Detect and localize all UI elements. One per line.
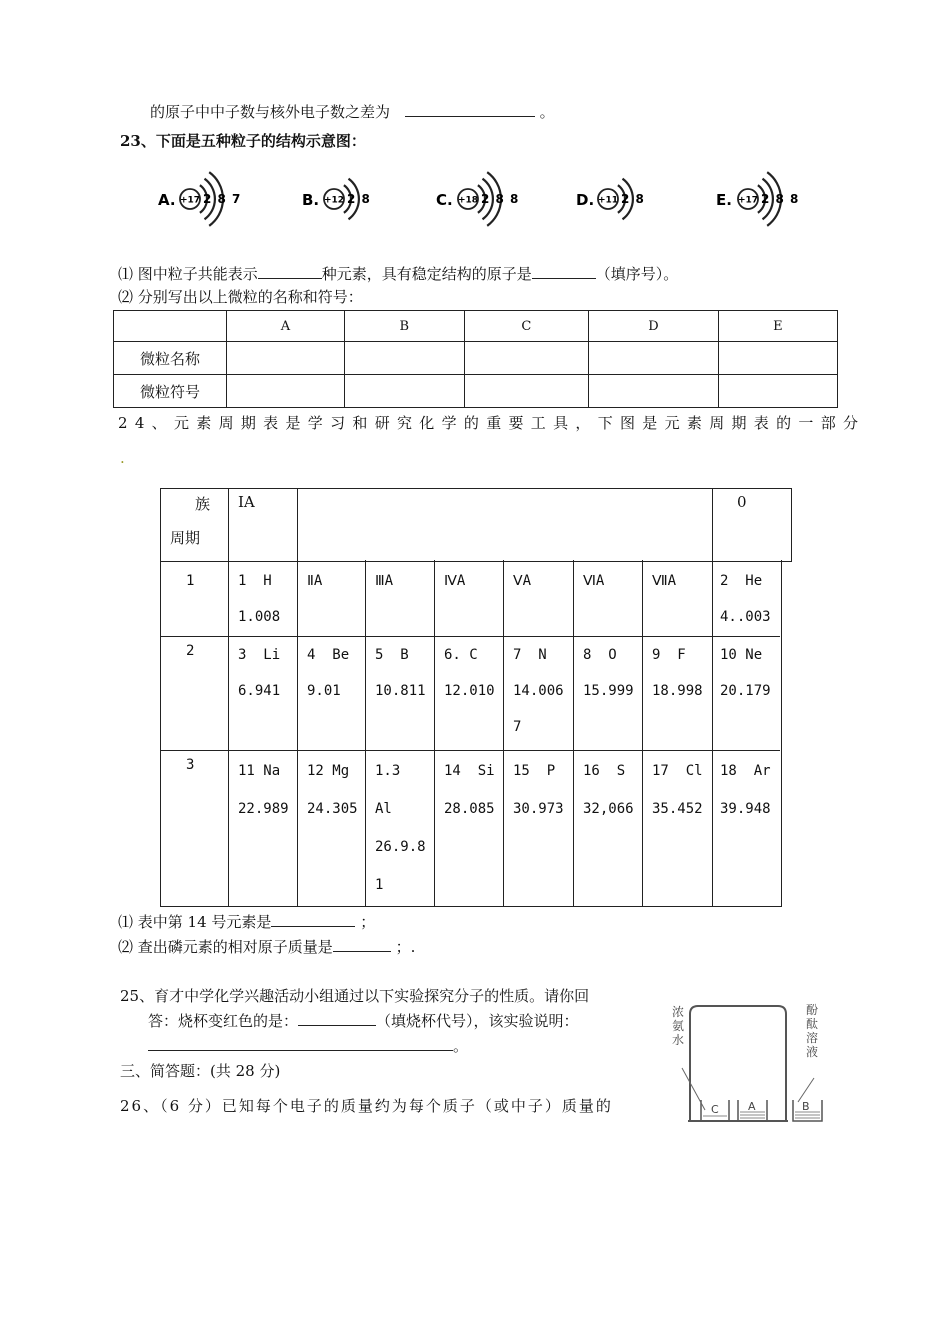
pt-element-symbol: 4 Be	[307, 647, 350, 663]
atom-label: B.	[302, 191, 320, 209]
pt-element-symbol: 18 Ar	[720, 763, 771, 779]
q23-sub1-c: （填序号）。	[595, 265, 679, 283]
shell-electron-counts: 2 8 8	[761, 192, 800, 206]
answer-cell[interactable]	[589, 342, 719, 375]
pt-element-mass: 6.941	[238, 683, 281, 699]
beaker-experiment-figure	[660, 1000, 840, 1125]
nucleus-charge: +17	[179, 195, 201, 206]
particle-table	[113, 310, 838, 408]
beaker-label-b: B	[802, 1100, 810, 1113]
pt-vline	[712, 488, 713, 560]
pt-element-symbol: 5 B	[375, 647, 409, 663]
pt-vline	[365, 560, 366, 906]
table-header-a: A	[227, 311, 345, 342]
q24-phosphorus-mass-blank[interactable]	[333, 937, 391, 952]
pt-element-mass: Al	[375, 801, 392, 817]
pt-element-mass: 30.973	[513, 801, 564, 817]
table-header-c: C	[464, 311, 588, 342]
pt-element-symbol: 2 He	[720, 573, 763, 589]
pt-vline	[642, 560, 643, 906]
label-ammonia-3: 水	[672, 1033, 685, 1047]
row-label-symbol: 微粒符号	[114, 375, 227, 408]
stray-dot: .	[120, 449, 125, 467]
pt-element-symbol: 16 S	[583, 763, 626, 779]
pt-header-ia: ⅠA	[238, 493, 255, 511]
atom-diagrams-svg	[150, 160, 810, 240]
atom-diagram	[576, 179, 645, 220]
pt-group-label: ⅥA	[583, 573, 605, 589]
pt-group-label: ⅢA	[375, 573, 394, 589]
q23-sub1	[118, 264, 678, 284]
q25-line1: 25、育才中学化学兴趣活动小组通过以下实验探究分子的性质。请你回	[120, 987, 590, 1005]
q24-sub1-text: ⑴ 表中第 14 号元素是	[118, 913, 272, 931]
answer-cell[interactable]	[718, 375, 837, 408]
answer-cell[interactable]	[227, 375, 345, 408]
q23-element-count-blank[interactable]	[258, 264, 322, 279]
nucleus-charge: +18	[457, 195, 479, 206]
label-ammonia-1: 浓	[672, 1005, 685, 1019]
pt-element-mass: 35.452	[652, 801, 703, 817]
pt-element-symbol: 11 Na	[238, 763, 281, 779]
pt-period-number: 1	[186, 573, 195, 589]
q25-line2-b: （填烧杯代号），该实验说明：	[376, 1012, 579, 1030]
pt-element-mass: 28.085	[444, 801, 495, 817]
pt-group-label: ⅡA	[307, 573, 323, 589]
q23-sub1-a: ⑴ 图中粒子共能表示	[118, 265, 258, 283]
shell-electron-counts: 2 8 8	[481, 192, 520, 206]
shell-electron-counts: 2 8	[621, 192, 645, 206]
pt-element-symbol: 1.3	[375, 763, 401, 779]
atom-label: A.	[158, 191, 176, 209]
row-label-name: 微粒名称	[114, 342, 227, 375]
pointer-line-left	[682, 1068, 705, 1110]
table-header-e: E	[718, 311, 837, 342]
pt-element-symbol: 14 Si	[444, 763, 495, 779]
pt-element-symbol: 10 Ne	[720, 647, 763, 663]
q25-explanation-blank[interactable]	[148, 1036, 453, 1051]
pt-period-number: 2	[186, 643, 195, 659]
pt-element-mass: 4..003	[720, 609, 771, 625]
q25-line3	[148, 1036, 468, 1056]
pt-element-mass: 1	[375, 877, 384, 893]
pt-vline	[228, 560, 229, 906]
pt-element-mass: 22.989	[238, 801, 289, 817]
beaker-figure-svg	[660, 1000, 840, 1125]
pt-element-mass: 10.811	[375, 683, 426, 699]
q25-beaker-blank[interactable]	[298, 1011, 376, 1026]
table-corner	[114, 311, 227, 342]
pt-element-mass: 15.999	[583, 683, 634, 699]
label-phenol-1: 酚	[806, 1003, 819, 1017]
q23-sub1-b: 种元素，具有稳定结构的原子是	[321, 265, 532, 283]
pt-header-zu: 族	[195, 495, 211, 513]
q24-sub1	[118, 912, 375, 932]
label-phenol-2: 酞	[806, 1017, 819, 1031]
q23-title: 23、下面是五种粒子的结构示意图：	[120, 132, 366, 150]
pt-element-mass: 14.006	[513, 683, 564, 699]
q22-end: 。	[539, 103, 555, 121]
table-header-b: B	[344, 311, 464, 342]
atom-diagram	[158, 172, 241, 226]
pt-element-mass: 32,066	[583, 801, 634, 817]
q24-sub1-end: ；	[360, 913, 376, 931]
q22-answer-blank[interactable]	[405, 102, 535, 117]
pt-element-mass: 18.998	[652, 683, 703, 699]
pt-element-mass: 9.01	[307, 683, 341, 699]
pt-element-mass: 12.010	[444, 683, 495, 699]
atom-structure-diagrams	[150, 160, 810, 240]
q25-line2	[148, 1011, 579, 1031]
q24-sub2-text: ⑵ 查出磷元素的相对原子质量是	[118, 938, 333, 956]
q22-line	[150, 102, 555, 122]
q25-line3-end: 。	[453, 1037, 469, 1055]
pt-element-symbol: 6. C	[444, 647, 478, 663]
pt-element-mass: 39.948	[720, 801, 771, 817]
atom-diagram	[302, 179, 371, 220]
answer-cell[interactable]	[344, 375, 464, 408]
table-row	[114, 342, 838, 375]
pt-element-mass: 1.008	[238, 609, 281, 625]
pt-element-symbol: 17 Cl	[652, 763, 703, 779]
atom-label: E.	[716, 191, 732, 209]
q22-text: 的原子中中子数与核外电子数之差为	[150, 103, 391, 121]
pt-element-symbol: 15 P	[513, 763, 556, 779]
beaker-label-a: A	[748, 1100, 756, 1113]
pointer-line-right	[798, 1078, 814, 1102]
q23-stable-atom-blank[interactable]	[532, 264, 596, 279]
atom-diagram	[716, 172, 799, 226]
pt-vline	[434, 560, 435, 906]
q24-sub2-end: ；.	[395, 938, 416, 956]
q24-sub2	[118, 937, 415, 957]
pt-element-mass: 24.305	[307, 801, 358, 817]
answer-cell[interactable]	[718, 342, 837, 375]
atom-label: D.	[576, 191, 595, 209]
section-3-title: 三、简答题：(共 28 分)	[120, 1062, 281, 1080]
pt-element-symbol: 1 H	[238, 573, 272, 589]
pt-element-symbol: 8 O	[583, 647, 617, 663]
pt-vline	[503, 560, 504, 906]
table-row	[114, 375, 838, 408]
pt-vline	[297, 560, 298, 906]
pt-element-symbol: 3 Li	[238, 647, 281, 663]
shell-electron-counts: 2 8 7	[203, 192, 242, 206]
shell-electron-counts: 2 8	[347, 192, 371, 206]
pt-element-mass: 7	[513, 719, 522, 735]
answer-cell[interactable]	[464, 375, 588, 408]
pt-header-zhouqi: 周期	[170, 529, 201, 547]
nucleus-charge: +12	[323, 195, 345, 206]
answer-cell[interactable]	[344, 342, 464, 375]
atom-label: C.	[436, 191, 453, 209]
table-header-d: D	[589, 311, 719, 342]
pt-element-symbol: 9 F	[652, 647, 686, 663]
pt-hline	[160, 750, 780, 751]
label-phenol-3: 溶	[806, 1031, 819, 1045]
q23-sub2: ⑵ 分别写出以上微粒的名称和符号：	[118, 288, 363, 306]
pt-group-label: ⅤA	[513, 573, 532, 589]
pt-period-number: 3	[186, 757, 195, 773]
pt-element-symbol: 7 N	[513, 647, 547, 663]
pt-header-zero: 0	[737, 493, 747, 511]
answer-cell[interactable]	[589, 375, 719, 408]
beaker-label-c: C	[711, 1103, 719, 1116]
q26-text: 26、（6 分）已知每个电子的质量约为每个质子（或中子）质量的	[120, 1097, 613, 1115]
label-phenol-4: 液	[806, 1045, 819, 1059]
pt-vline	[573, 560, 574, 906]
nucleus-charge: +11	[597, 195, 619, 206]
pt-vline	[297, 488, 298, 560]
label-ammonia-2: 氨	[672, 1019, 685, 1033]
pt-group-label: ⅣA	[444, 573, 466, 589]
pt-vline	[712, 560, 713, 906]
answer-cell[interactable]	[464, 342, 588, 375]
pt-group-label: ⅦA	[652, 573, 677, 589]
particle-table-header	[114, 311, 838, 342]
atom-diagram	[436, 172, 519, 226]
answer-cell[interactable]	[227, 342, 345, 375]
pt-element-mass: 26.9.8	[375, 839, 426, 855]
pt-element-mass: 20.179	[720, 683, 771, 699]
nucleus-charge: +17	[737, 195, 759, 206]
q24-title: 24、元素周期表是学习和研究化学的重要工具，下图是元素周期表的一部分	[118, 414, 866, 432]
q24-element14-blank[interactable]	[271, 912, 355, 927]
q25-line2-a: 答：烧杯变红色的是：	[148, 1012, 299, 1030]
pt-element-symbol: 12 Mg	[307, 763, 350, 779]
